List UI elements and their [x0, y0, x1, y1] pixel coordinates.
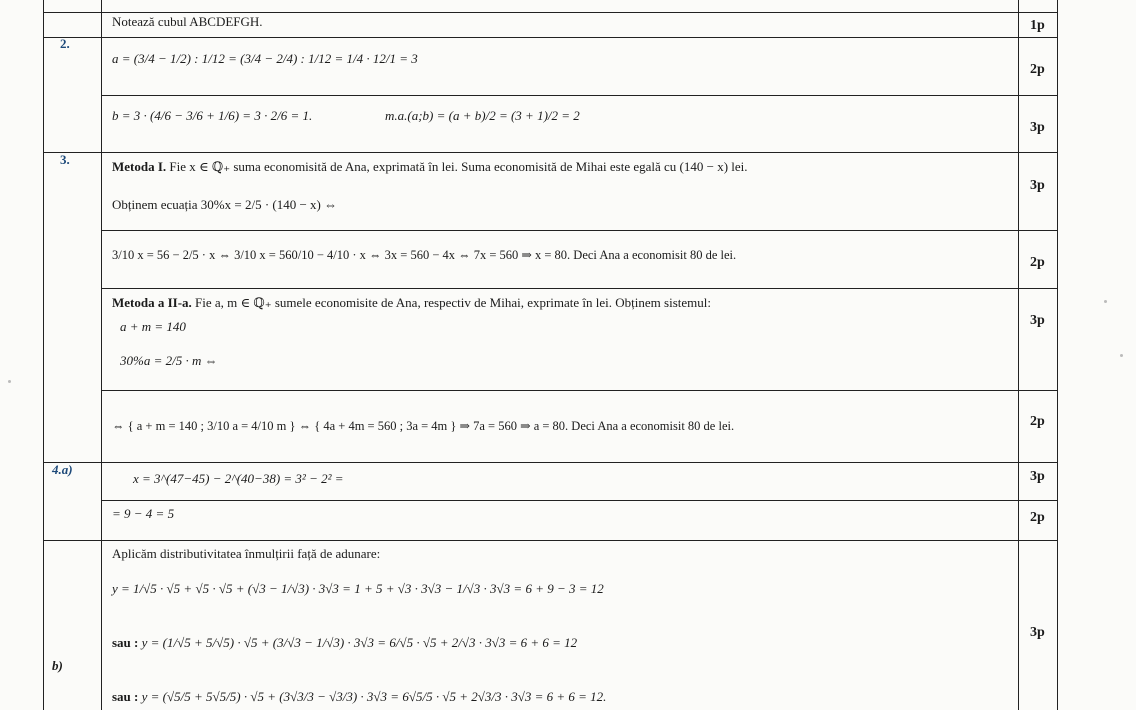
- subitem-label: b): [52, 658, 63, 673]
- method2-system-eq2: 30%a = 2/5 · m ⇔: [120, 353, 218, 368]
- row5-prefix-3: sau :: [112, 689, 139, 704]
- method2-system-eq1: a + m = 140: [120, 319, 186, 334]
- row1-text: Notează cubul ABCDEFGH.: [112, 14, 263, 29]
- row5-formula-2: [112, 634, 577, 652]
- method1-solution-points: 2p: [1030, 255, 1045, 270]
- method1-text: Fie x ∈ ℚ₊ suma economisită de Ana, exprimată în lei. Suma economisită de Mihai este egală cu (140 − x) lei.: [169, 159, 748, 174]
- row-divider: [101, 500, 1057, 501]
- row5-formula-2-body: y = (1/√5 + 5/√5) · √5 + (3/√3 − 1/√3) · 3√3 = 6/√5 · √5 + 2/√3 · 3√3 = 6 + 6 = 12: [141, 635, 578, 650]
- method2-title: Metoda a II-a.: [112, 295, 192, 310]
- method2-text: Fie a, m ∈ ℚ₊ sumele economisite de Ana, respectiv de Mihai, exprimate în lei. Obținem sistemul:: [195, 295, 711, 310]
- row4-points-2: 2p: [1030, 510, 1045, 525]
- row2-points-b: 3p: [1030, 120, 1045, 135]
- method1-equation: Obținem ecuația 30%x = 2/5 · (140 − x) ⇔: [112, 197, 338, 212]
- scan-speck: [1104, 300, 1107, 303]
- row-divider: [43, 152, 1057, 153]
- row4-formula-1: x = 3^(47−45) − 2^(40−38) = 3² − 2² =: [133, 471, 344, 486]
- row-divider: [43, 462, 1057, 463]
- content-column-border: [101, 0, 102, 710]
- method1-points: 3p: [1030, 178, 1045, 193]
- row5-prefix-2: sau :: [112, 635, 139, 650]
- row-divider: [101, 288, 1057, 289]
- row1-points: 1p: [1030, 18, 1045, 33]
- row5-intro: Aplicăm distributivitatea înmulțirii față de adunare:: [112, 546, 381, 561]
- left-border: [43, 0, 44, 710]
- method1-solution: 3/10 x = 56 − 2/5 · x ⇔ 3/10 x = 560/10 − 4/10 · x ⇔ 3x = 560 − 4x ⇔ 7x = 560 ⇒ x = 80. Deci Ana a economisit 80 de lei.: [112, 248, 737, 262]
- method2-points: 3p: [1030, 313, 1045, 328]
- row-divider: [43, 37, 1057, 38]
- method2-solution-points: 2p: [1030, 414, 1045, 429]
- scan-speck: [8, 380, 11, 383]
- row-divider: [43, 540, 1057, 541]
- method1-title: Metoda I.: [112, 159, 167, 174]
- method2-statement: [112, 294, 711, 312]
- row2-formula-b: b = 3 · (4/6 − 3/6 + 1/6) = 3 · 2/6 = 1.: [112, 108, 313, 123]
- method2-solution: ⇔ { a + m = 140 ; 3/10 a = 4/10 m } ⇔ { 4a + 4m = 560 ; 3a = 4m } ⇒ 7a = 560 ⇒ a = 80. Deci Ana a economisit 80 de lei.: [112, 419, 735, 433]
- right-border: [1057, 0, 1058, 710]
- row-divider: [101, 390, 1057, 391]
- row4-points-1: 3p: [1030, 469, 1045, 484]
- row5-formula-3: [112, 688, 606, 706]
- row2-points-a: 2p: [1030, 62, 1045, 77]
- item-number: 2.: [60, 36, 70, 51]
- item-number: 3.: [60, 152, 70, 167]
- row2-formula-a: a = (3/4 − 1/2) : 1/12 = (3/4 − 2/4) : 1/12 = 1/4 · 12/1 = 3: [112, 51, 418, 66]
- row2-formula-b-mean: m.a.(a;b) = (a + b)/2 = (3 + 1)/2 = 2: [385, 108, 580, 123]
- row5-formula-1: y = 1/√5 · √5 + √5 · √5 + (√3 − 1/√3) · 3√3 = 1 + 5 + √3 · 3√3 − 1/√3 · 3√3 = 6 + 9 − 3 = 12: [112, 581, 604, 596]
- row-divider: [101, 230, 1057, 231]
- method1-statement: [112, 158, 748, 176]
- row-divider: [101, 95, 1057, 96]
- row5-formula-3-body: y = (√5/5 + 5√5/5) · √5 + (3√3/3 − √3/3) · 3√3 = 6√5/5 · √5 + 2√3/3 · 3√3 = 6 + 6 = 12.: [141, 689, 607, 704]
- item-number: 4.a): [52, 462, 73, 477]
- row4-formula-2: = 9 − 4 = 5: [112, 506, 175, 521]
- scan-speck: [1120, 354, 1123, 357]
- row5-points: 3p: [1030, 625, 1045, 640]
- points-column-border: [1018, 0, 1019, 710]
